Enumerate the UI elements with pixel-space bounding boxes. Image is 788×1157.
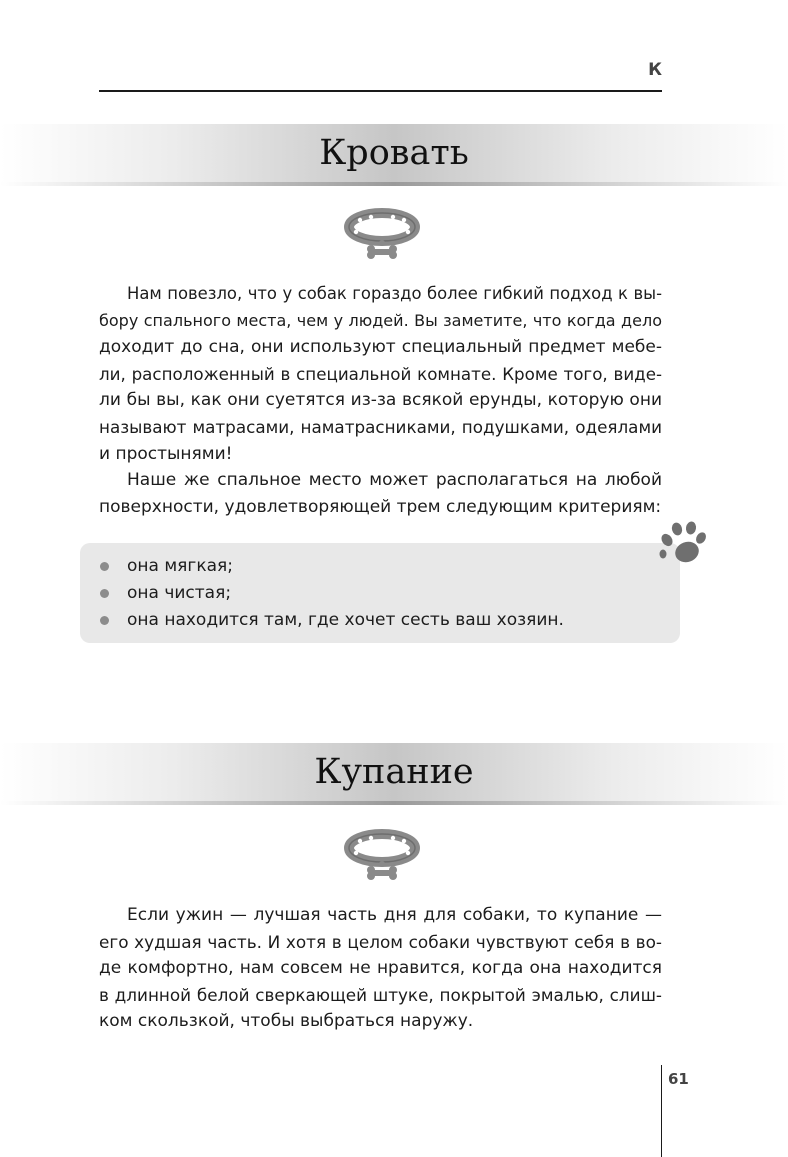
list-item-text: она мягкая; bbox=[127, 556, 233, 576]
list-item-text: она чистая; bbox=[127, 583, 232, 603]
text-line: доходит до сна, они используют специальный предмет мебе- bbox=[99, 337, 662, 358]
text-line: поверхности, удовлетворяющей трем следующим критериям: bbox=[99, 496, 662, 517]
text-line: бору спального места, чем у людей. Вы заметите, что когда дело bbox=[99, 310, 662, 330]
dog-collar-with-bone-icon bbox=[344, 824, 420, 884]
text-line: в длинной белой сверкающей штуке, покрытой эмалью, слиш- bbox=[99, 984, 662, 1005]
bullet-icon bbox=[100, 589, 109, 598]
bullet-icon bbox=[100, 616, 109, 625]
running-head-letter: К bbox=[648, 60, 662, 80]
list-item bbox=[100, 553, 564, 580]
list-item-text: она находится там, где хочет сесть ваш хозяин. bbox=[127, 610, 564, 630]
section-heading-band bbox=[0, 124, 788, 182]
section-heading-band bbox=[0, 743, 788, 801]
text-line: и простынями! bbox=[99, 443, 233, 464]
criteria-list-box bbox=[80, 543, 680, 643]
text-line: Наше же спальное место может располагаться на любой bbox=[127, 470, 662, 491]
paw-print-icon bbox=[655, 520, 707, 570]
section-title: Купание bbox=[314, 752, 474, 792]
section-title: Кровать bbox=[319, 133, 469, 173]
text-line: называют матрасами, наматрасниками, подушками, одеялами bbox=[99, 416, 662, 437]
list-item bbox=[100, 580, 564, 607]
page-number: 61 bbox=[668, 1070, 689, 1088]
text-line: ком скользкой, чтобы выбраться наружу. bbox=[99, 1011, 474, 1032]
header-rule bbox=[99, 90, 662, 92]
bullet-icon bbox=[100, 562, 109, 571]
text-line: де комфортно, нам совсем не нравится, когда она находится bbox=[99, 958, 662, 979]
list-item bbox=[100, 607, 564, 634]
dog-collar-with-bone-icon bbox=[344, 203, 420, 263]
criteria-list bbox=[100, 553, 564, 634]
paragraph bbox=[99, 902, 662, 1035]
text-line: Если ужин — лучшая часть дня для собаки, то купание — bbox=[127, 905, 662, 925]
footer-rule bbox=[661, 1065, 662, 1157]
text-line: ли бы вы, как они суетятся из-за всякой ерунды, которую они bbox=[99, 390, 662, 411]
paragraph bbox=[99, 281, 662, 520]
text-line: ли, расположенный в специальной комнате. Кроме того, виде- bbox=[99, 363, 662, 384]
text-line: Нам повезло, что у собак гораздо более гибкий подход к вы- bbox=[127, 284, 662, 303]
text-line: его худшая часть. И хотя в целом собаки чувствуют себя в во- bbox=[99, 931, 662, 952]
